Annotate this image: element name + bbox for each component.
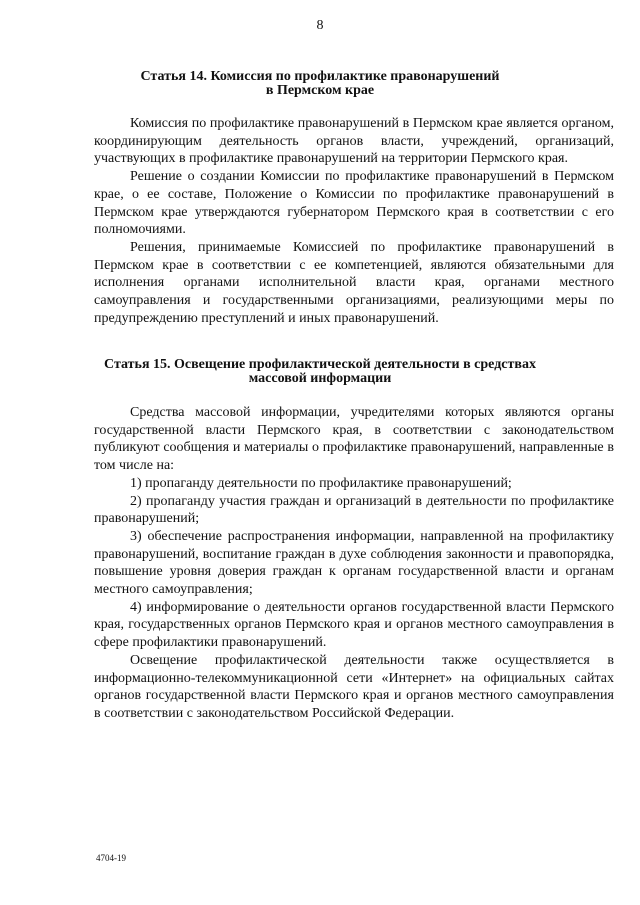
list-item: 2) пропаганду участия граждан и организаций в деятельности по профилактике правонарушений; xyxy=(94,493,614,527)
article-14-title-line1: Статья 14. Комиссия по профилактике правонарушений xyxy=(140,69,500,84)
paragraph: Решение о создании Комиссии по профилактике правонарушений в Пермском крае, о ее составе, Положение о Комиссии по профилактике правонарушений в Пермском крае утверждаются губернатором Пермского края в соответствии с его полномочиями. xyxy=(94,169,614,238)
article-15-body xyxy=(94,404,614,723)
paragraph: Освещение профилактической деятельности также осуществляется в информационно-телекоммуникационной сети «Интернет» на официальных сайтах органов государственной власти Пермского края и органов местного самоуправления в соответствии с законодательством Российской Федерации. xyxy=(94,652,614,721)
article-14-title-line2: в Пермском крае xyxy=(265,83,375,98)
article-15-title-line2: массовой информации xyxy=(248,371,392,386)
article-15-heading xyxy=(0,358,640,386)
page-number: 8 xyxy=(316,18,324,33)
paragraph: Комиссия по профилактике правонарушений в Пермском крае является органом, координирующим деятельность органов власти, учреждений, организаций, участвующих в профилактике правонарушений на территории Пермского края. xyxy=(94,116,614,167)
list-item: 3) обеспечение распространения информации, направленной на профилактику правонарушений, воспитание граждан в духе соблюдения законности и правопорядка, повышение уровня доверия граждан к органам государственной власти и органам местного самоуправления; xyxy=(94,528,614,598)
list-item: 1) пропаганду деятельности по профилактике правонарушений; xyxy=(130,475,512,491)
paragraph: Решения, принимаемые Комиссией по профилактике правонарушений в Пермском крае в соответствии с ее компетенцией, являются обязательными для исполнения органами исполнительной власти края, органами местного самоуправления и государственными организациями, реализующими меры по предупреждению преступлений и иных правонарушений. xyxy=(94,239,614,326)
document-code: 4704-19 xyxy=(96,853,126,863)
paragraph: Средства массовой информации, учредителями которых являются органы государственной власти Пермского края, в соответствии с законодательством публикуют сообщения и материалы о профилактике правонарушений, направленные в том числе на: xyxy=(94,405,614,474)
article-14-heading xyxy=(0,70,640,98)
article-14-body xyxy=(94,115,614,327)
article-15-title-line1: Статья 15. Освещение профилактической деятельности в средствах xyxy=(104,357,536,372)
list-item: 4) информирование о деятельности органов государственной власти Пермского края, государственных органов Пермского края и органов местного самоуправления в сфере профилактики правонарушений. xyxy=(94,599,614,651)
